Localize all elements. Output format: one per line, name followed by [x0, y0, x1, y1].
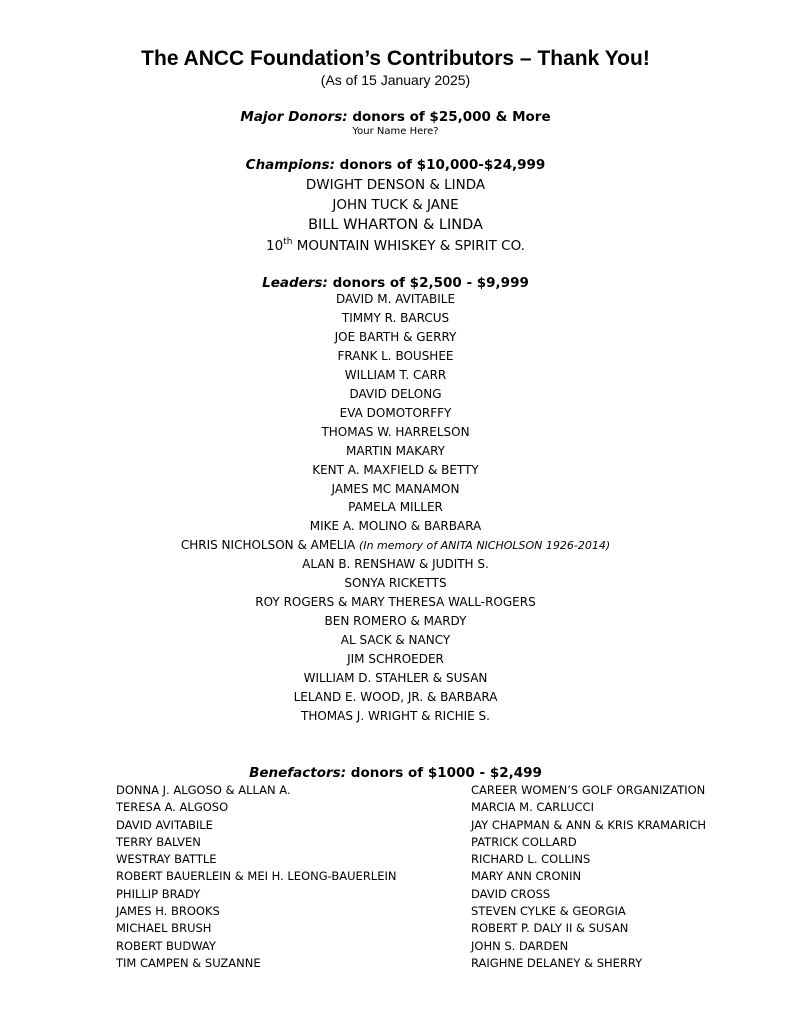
list-item: RICHARD L. COLLINS [471, 852, 591, 867]
list-item: WILLIAM T. CARR [344, 368, 447, 382]
list-item: ROY ROGERS & MARY THERESA WALL-ROGERS [255, 595, 536, 609]
leaders-category: Leaders [262, 275, 323, 291]
list-item: ROBERT BUDWAY [116, 938, 216, 953]
major-donors-category: Major Donors: [240, 109, 348, 125]
benefactors-category: Benefactors [249, 765, 341, 781]
list-item: THOMAS W. HARRELSON [321, 425, 470, 439]
list-item: JAMES MC MANAMON [331, 482, 460, 496]
list-item: DAVID CROSS [471, 886, 551, 901]
benefactors-range: donors of $1000 - $2,499 [346, 765, 542, 781]
list-item: MIKE A. MOLINO & BARBARA [309, 519, 482, 533]
list-item: DONNA J. ALGOSO & ALLAN A. [116, 783, 291, 797]
page-title: The ANCC Foundation’s Contributors – Thank You! [141, 47, 650, 70]
benefactors-left-column [116, 782, 396, 972]
major-donors-range: donors of $25,000 & More [347, 109, 551, 125]
list-item: PHILLIP BRADY [116, 886, 201, 901]
list-item: RAIGHNE DELANEY & SHERRY [471, 955, 643, 970]
list-item: DAVID AVITABILE [116, 817, 213, 832]
list-item: MARY ANN CRONIN [471, 869, 582, 884]
list-item: CAREER WOMEN’S GOLF ORGANIZATION [471, 783, 706, 797]
list-item: JAMES H. BROOKS [116, 904, 220, 919]
list-item: 10th MOUNTAIN WHISKEY & SPIRIT CO. [266, 237, 525, 254]
list-item: DWIGHT DENSON & LINDA [305, 177, 486, 193]
list-item: JOHN S. DARDEN [471, 938, 569, 953]
list-item: TERESA A. ALGOSO [116, 800, 229, 815]
list-item: TIM CAMPEN & SUZANNE [116, 955, 261, 970]
list-item: THOMAS J. WRIGHT & RICHIE S. [301, 709, 490, 723]
list-item: TIMMY R. BARCUS [341, 311, 450, 325]
leaders-heading: Leaders: donors of $2,500 - $9,999 [262, 275, 529, 291]
list-item: JOE BARTH & GERRY [334, 330, 457, 344]
list-item: KENT A. MAXFIELD & BETTY [312, 463, 479, 477]
list-item: BILL WHARTON & LINDA [308, 217, 483, 233]
list-item: TERRY BALVEN [116, 834, 201, 849]
list-item: ROBERT P. DALY II & SUSAN [471, 921, 629, 936]
list-item: JAY CHAPMAN & ANN & KRIS KRAMARICH [471, 817, 707, 832]
list-item: FRANK L. BOUSHEE [337, 349, 454, 363]
list-item: JIM SCHROEDER [347, 652, 444, 666]
memorial-name: CHRIS NICHOLSON & AMELIA [180, 538, 360, 552]
list-item: DAVID DELONG [349, 387, 442, 401]
benefactors-right-column [471, 782, 706, 972]
list-item: SONYA RICKETTS [344, 576, 447, 590]
list-item: JOHN TUCK & JANE [332, 197, 459, 213]
champions-category: Champions: [245, 157, 335, 173]
list-item: ALAN B. RENSHAW & JUDITH S. [302, 557, 489, 571]
list-item: ROBERT BAUERLEIN & MEI H. LEONG-BAUERLEIN [116, 869, 397, 884]
list-item [0, 538, 791, 552]
list-item: EVA DOMOTORFFY [339, 406, 452, 420]
list-item: AL SACK & NANCY [340, 633, 451, 647]
list-item: STEVEN CYLKE & GEORGIA [471, 904, 626, 919]
list-item: PATRICK COLLARD [471, 834, 577, 849]
champions-heading [0, 157, 791, 173]
major-donors-note: Your Name Here? [352, 126, 439, 137]
list-item: MARTIN MAKARY [345, 444, 446, 458]
leaders-range: donors of $2,500 - $9,999 [327, 275, 529, 291]
list-item: DAVID M. AVITABILE [335, 292, 456, 306]
page-subtitle: (As of 15 January 2025) [320, 72, 471, 88]
memorial-note: (In memory of ANITA NICHOLSON 1926-2014) [359, 539, 611, 552]
list-item: PAMELA MILLER [348, 500, 443, 514]
list-item: WESTRAY BATTLE [116, 852, 217, 867]
major-donors-heading [0, 109, 791, 125]
list-item: MICHAEL BRUSH [116, 921, 212, 936]
list-item: WILLIAM D. STAHLER & SUSAN [303, 671, 488, 685]
benefactors-heading: Benefactors: donors of $1000 - $2,499 [249, 765, 542, 781]
list-item: MARCIA M. CARLUCCI [471, 800, 594, 815]
champions-range: donors of $10,000-$24,999 [334, 157, 546, 173]
list-item: LELAND E. WOOD, JR. & BARBARA [293, 690, 498, 704]
list-item: BEN ROMERO & MARDY [324, 614, 467, 628]
